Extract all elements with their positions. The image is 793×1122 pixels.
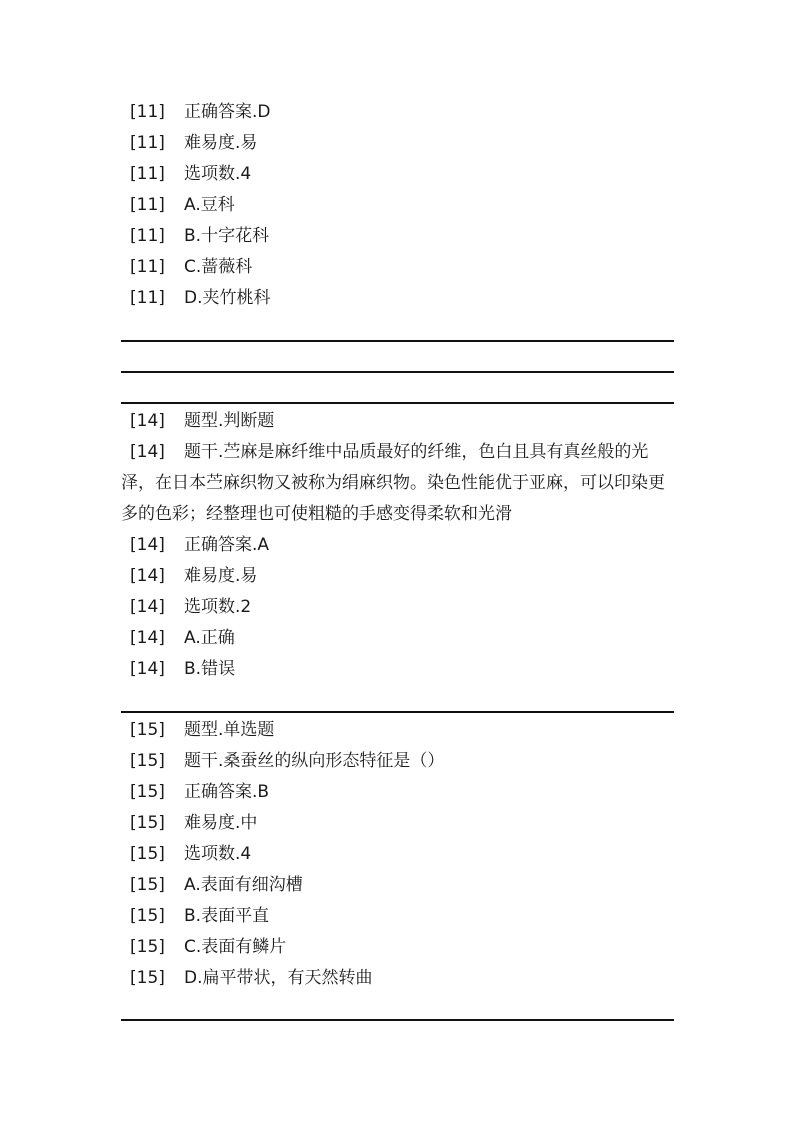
q15-difficulty: 难易度.中 bbox=[184, 813, 258, 833]
q14-type: 题型.判断题 bbox=[184, 411, 275, 431]
q11-option-a-line: [11] A.豆科 bbox=[130, 195, 235, 215]
q14-option-count-line: [14] 选项数.2 bbox=[130, 597, 252, 617]
q14-option-b-line: [14] B.错误 bbox=[130, 659, 236, 679]
q14-answer-line: [14] 正确答案.A bbox=[130, 535, 270, 555]
q15-difficulty-line: [15] 难易度.中 bbox=[130, 813, 258, 833]
q11-difficulty-line: [11] 难易度.易 bbox=[130, 133, 258, 153]
q15-answer-line: [15] 正确答案.B bbox=[130, 782, 270, 802]
q11-option-c: C.蔷薇科 bbox=[184, 257, 253, 277]
q15-type-line: [15] 题型.单选题 bbox=[130, 720, 275, 740]
q14-option-a: A.正确 bbox=[184, 628, 235, 648]
divider bbox=[121, 340, 674, 342]
q15-answer: 正确答案.B bbox=[184, 782, 270, 802]
q11-answer: 正确答案.D bbox=[184, 102, 271, 122]
q14-difficulty: 难易度.易 bbox=[184, 566, 258, 586]
divider bbox=[121, 1019, 674, 1021]
q15-option-b-line: [15] B.表面平直 bbox=[130, 906, 270, 926]
q11-option-count-line: [11] 选项数.4 bbox=[130, 164, 252, 184]
q14-type-line: [14] 题型.判断题 bbox=[130, 411, 275, 431]
q14-option-a-line: [14] A.正确 bbox=[130, 628, 235, 648]
q11-option-c-line: [11] C.蔷薇科 bbox=[130, 257, 253, 277]
divider bbox=[121, 371, 674, 373]
q14-difficulty-line: [14] 难易度.易 bbox=[130, 566, 258, 586]
q11-option-a: A.豆科 bbox=[184, 195, 235, 215]
divider bbox=[121, 402, 674, 404]
q11-option-d-line: [11] D.夹竹桃科 bbox=[130, 288, 271, 308]
q11-option-b-line: [11] B.十字花科 bbox=[130, 226, 270, 246]
q11-option-b: B.十字花科 bbox=[184, 226, 270, 246]
q15-option-b: B.表面平直 bbox=[184, 906, 270, 926]
q15-option-a: A.表面有细沟槽 bbox=[184, 875, 303, 895]
q15-option-d: D.扁平带状，有天然转曲 bbox=[184, 968, 373, 988]
q11-difficulty: 难易度.易 bbox=[184, 133, 258, 153]
q15-option-count-line: [15] 选项数.4 bbox=[130, 844, 252, 864]
q15-option-c: C.表面有鳞片 bbox=[184, 937, 287, 957]
q15-option-c-line: [15] C.表面有鳞片 bbox=[130, 937, 287, 957]
q14-option-count: 选项数.2 bbox=[184, 597, 252, 617]
q15-option-d-line: [15] D.扁平带状，有天然转曲 bbox=[130, 968, 373, 988]
q15-stem-line: [15] 题干.桑蚕丝的纵向形态特征是（） bbox=[130, 751, 445, 771]
q14-option-b: B.错误 bbox=[184, 659, 236, 679]
q11-option-d: D.夹竹桃科 bbox=[184, 288, 271, 308]
q11-option-count: 选项数.4 bbox=[184, 164, 252, 184]
q11-answer-line: [11] 正确答案.D bbox=[130, 102, 271, 122]
divider bbox=[121, 711, 674, 713]
q14-stem: 题干.苎麻是麻纤维中品质最好的纤维，色白且具有真丝般的光泽，在日本苎麻织物又被称为绢麻织物。染色性能优于亚麻，可以印染更多的色彩；经整理也可使粗糙的手感变得柔软和光滑 bbox=[121, 442, 665, 524]
q15-option-a-line: [15] A.表面有细沟槽 bbox=[130, 875, 303, 895]
q14-stem-line: [14] 题干.苎麻是麻纤维中品质最好的纤维，色白且具有真丝般的光泽，在日本苎麻织物又被称为绢麻织物。染色性能优于亚麻，可以印染更多的色彩；经整理也可使粗糙的手感变得柔软和光滑 bbox=[121, 442, 665, 524]
q15-option-count: 选项数.4 bbox=[184, 844, 252, 864]
q15-type: 题型.单选题 bbox=[184, 720, 275, 740]
q14-answer: 正确答案.A bbox=[184, 535, 270, 555]
q15-stem: 题干.桑蚕丝的纵向形态特征是（） bbox=[184, 751, 445, 771]
